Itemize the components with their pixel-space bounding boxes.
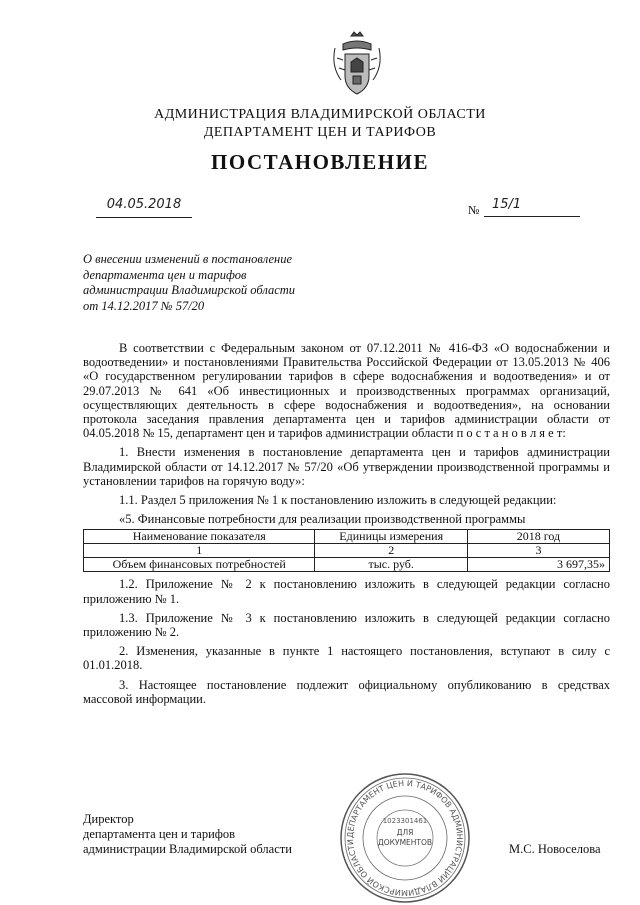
department-name: ДЕПАРТАМЕНТ ЦЕН И ТАРИФОВ — [203, 125, 437, 140]
subject-line: О внесении изменений в постановление — [83, 252, 293, 266]
signatory-name: М.С. Новоселова — [509, 842, 601, 856]
document-body — [83, 341, 610, 706]
table-header-cell: Единицы измерения — [315, 530, 468, 544]
table-cell: Объем финансовых потребностей — [84, 558, 315, 572]
document-date: 04.05.2018 — [96, 197, 192, 218]
signatory-line: Директор — [83, 812, 134, 826]
official-seal — [338, 771, 472, 905]
signatory-line: администрации Владимирской области — [83, 842, 292, 856]
document-subject — [83, 252, 323, 314]
clause-1: 1. Внести изменения в постановление департамента цен и тарифов администрации Владимирской области от 14.12.2017 № 57/20 «Об утверждении производственной программы и установлении тарифов на горячую воду»: — [83, 445, 610, 488]
intro-paragraph: В соответствии с Федеральным законом от 07.12.2011 № 416-ФЗ «О водоснабжении и водоотведении» и постановлениями Правительства Российской Федерации от 13.05.2013 № 406 «О государственном регулировании тарифов в сфере водоснабжения и водоотведения» и от 29.07.2013 № 641 «Об инвестиционных и производственных программах организаций, осуществляющих деятельность в сфере водоснабжения и водоотведения», на основании протокола заседания правления департамента цен и тарифов администрации области от 04.05.2018 № 15, департамент цен и тарифов администрации области п о с т а н о в л я е т: — [83, 341, 610, 441]
document-number: 15/1 — [484, 197, 580, 217]
signatory-title — [83, 812, 292, 857]
seal-center-text: ДОКУМЕНТОВ — [377, 838, 433, 847]
table-header-cell: 2018 год — [467, 530, 609, 544]
table-cell: 1 — [84, 544, 315, 558]
table-cell: 3 — [467, 544, 609, 558]
signatory-line: департамента цен и тарифов — [83, 827, 236, 841]
clause-2: 2. Изменения, указанные в пункте 1 настоящего постановления, вступают в силу с 01.01.2018. — [83, 644, 610, 673]
number-label: № — [468, 203, 480, 217]
clause-1-3: 1.3. Приложение № 3 к постановлению изложить в следующей редакции согласно приложению № 2. — [83, 610, 610, 640]
table-header-row — [84, 530, 610, 544]
table-row — [84, 558, 610, 572]
table-cell: тыс. руб. — [315, 558, 468, 572]
document-type: ПОСТАНОВЛЕНИЕ — [211, 150, 429, 174]
org-name: АДМИНИСТРАЦИЯ ВЛАДИМИРСКОЙ ОБЛАСТИ — [154, 107, 486, 122]
section-title: «5. Финансовые потребности для реализации производственной программы — [119, 512, 526, 527]
clause-1-2: 1.2. Приложение № 2 к постановлению изложить в следующей редакции согласно приложению № 1. — [83, 577, 610, 606]
coat-of-arms-icon — [331, 30, 383, 98]
subject-line: департамента цен и тарифов — [83, 267, 247, 282]
subject-line: администрации Владимирской области — [83, 283, 296, 297]
clause-3: 3. Настоящее постановление подлежит официальному опубликованию в средствах массовой информации. — [83, 677, 610, 706]
financial-needs-table — [83, 529, 610, 572]
subject-line: от 14.12.2017 № 57/20 — [83, 298, 205, 313]
seal-center-text: ДЛЯ — [396, 828, 414, 837]
table-cell: 2 — [315, 544, 468, 558]
table-header-cell: Наименование показателя — [84, 530, 315, 544]
seal-ring-text: ДЕПАРТАМЕНТ ЦЕН И ТАРИФОВ АДМИНИСТРАЦИИ ВЛАДИМИРСКОЙ ОБЛАСТИ — [345, 778, 465, 898]
table-number-row — [84, 544, 610, 558]
table-cell: 3 697,35» — [467, 558, 609, 572]
clause-1-1: 1.1. Раздел 5 приложения № 1 к постановлению изложить в следующей редакции: — [119, 493, 557, 508]
seal-ogrn: 1023301461 — [382, 817, 428, 825]
